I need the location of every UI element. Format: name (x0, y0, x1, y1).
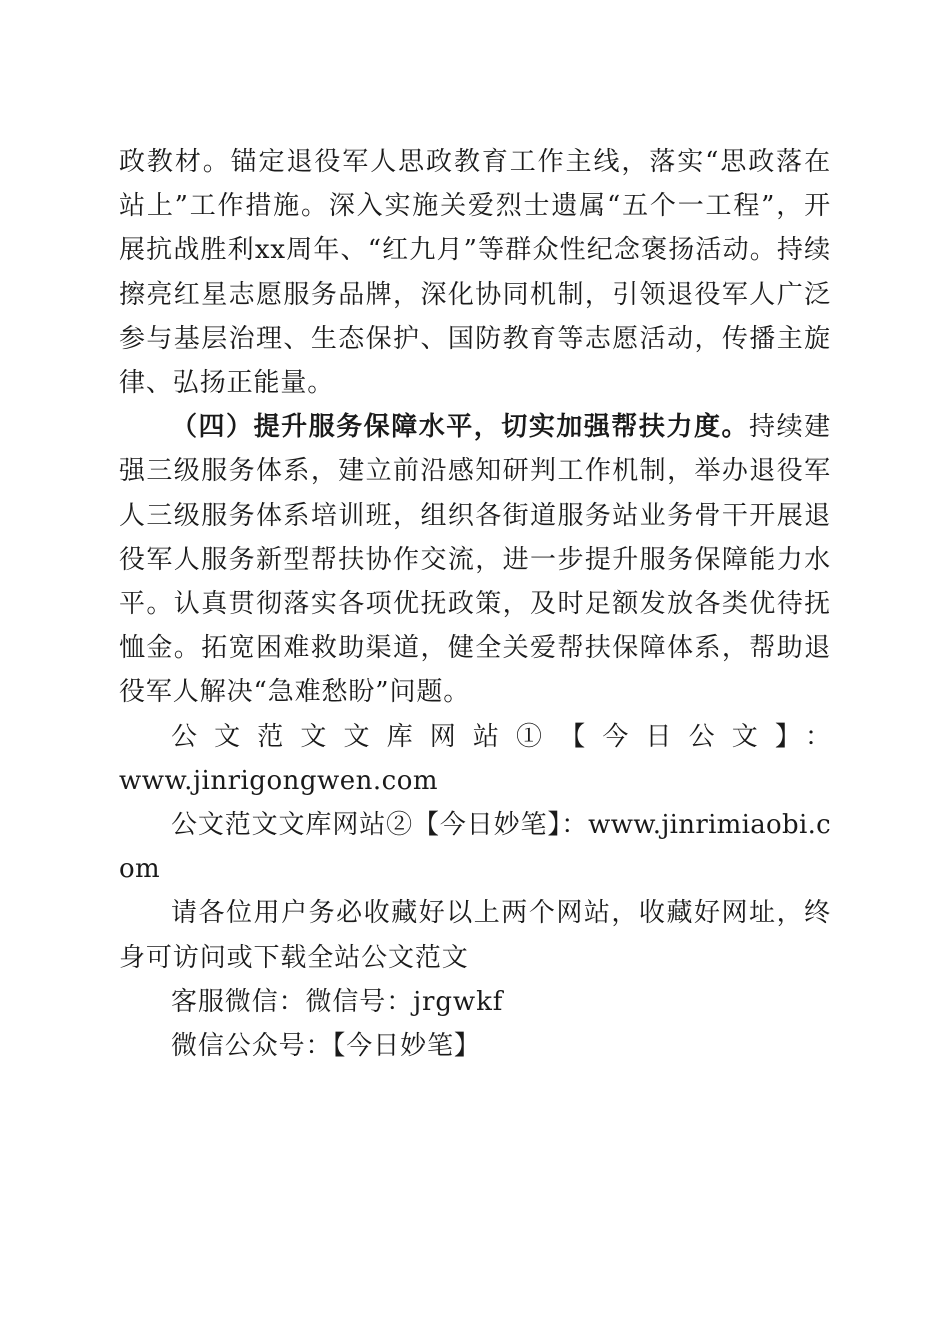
section-body-text: 持续建强三级服务体系，建立前沿感知研判工作机制，举办退役军人三级服务体系培训班，组织各街道服务站业务骨干开展退役军人服务新型帮扶协作交流，进一步提升服务保障能力水平。认真贯彻落实各项优抚政策，及时足额发放各类优待抚恤金。拓宽困难救助渠道，健全关爱帮扶保障体系，帮助退役军人解决“急难愁盼”问题。 (119, 412, 831, 708)
body-paragraph-1: 政教材。锚定退役军人思政教育工作主线，落实“思政落在站上”工作措施。深入实施关爱烈士遗属“五个一工程”，开展抗战胜利xx周年、“红九月”等群众性纪念褒扬活动。持续擦亮红星志愿服务品牌，深化协同机制，引领退役军人广泛参与基层治理、生态保护、国防教育等志愿活动，传播主旋律、弘扬正能量。 (119, 147, 831, 399)
footer-site1-url[interactable]: www.jinrigongwen.com (119, 765, 439, 796)
document-page (119, 140, 831, 1068)
footer-wechat-official: 微信公众号：【今日妙笔】 (171, 1031, 481, 1062)
section-heading: （四）提升服务保障水平，切实加强帮扶力度。 (171, 412, 750, 443)
footer-wechat-service: 客服微信：微信号：jrgwkf (171, 986, 504, 1017)
body-paragraph-2 (119, 405, 831, 714)
footer-site1-label: 公文范文文库网站①【今日公文】： (171, 721, 831, 752)
footer-notice: 请各位用户务必收藏好以上两个网站，收藏好网址，终身可访问或下载全站公文范文 (119, 898, 831, 973)
footer-site2[interactable]: 公文范文文库网站②【今日妙笔】：www.jinrimiaobi.com (119, 810, 831, 885)
